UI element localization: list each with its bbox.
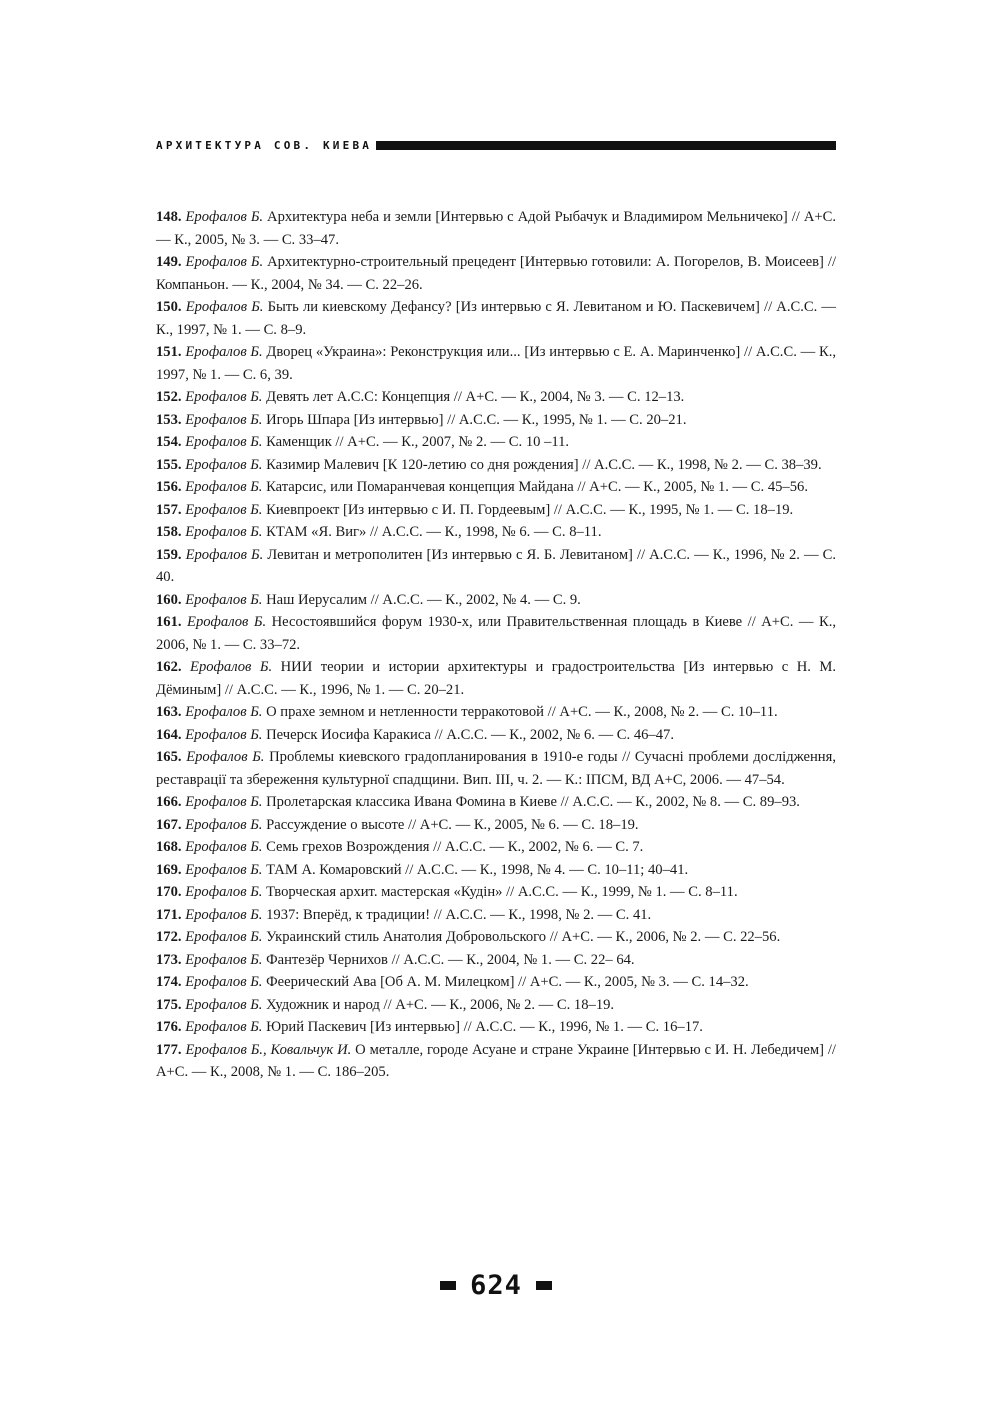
entry-text: Киевпроект [Из интервью с И. П. Гордеевым] // А.С.С. — К., 1995, № 1. — С. 18–19. — [262, 501, 794, 518]
entry-text: Казимир Малевич [К 120-летию со дня рождения] // А.С.С. — К., 1998, № 2. — С. 38–39. — [262, 456, 822, 473]
page-number: 624 — [470, 1270, 522, 1301]
entry-author: Ерофалов Б. — [185, 861, 263, 878]
entry-number: 153. — [156, 411, 182, 428]
running-header — [156, 139, 836, 151]
entry-number: 164. — [156, 726, 182, 743]
entry-author: Ерофалов Б. — [185, 546, 264, 563]
entry-text: Семь грехов Возрождения // А.С.С. — К., 2002, № 6. — С. 7. — [262, 839, 644, 855]
bibliography-entry — [156, 971, 836, 994]
bibliography-entry — [156, 611, 836, 656]
bibliography-entry — [156, 904, 836, 927]
bibliography-entry — [156, 386, 836, 409]
entry-number: 177. — [156, 1041, 182, 1058]
entry-text: О прахе земном и нетленности терракотовой // А+С. — К., 2008, № 2. — С. 10–11. — [262, 704, 778, 720]
bibliography-entry — [156, 296, 836, 341]
header-rule-bar — [376, 141, 836, 150]
entry-text: Феерический Ава [Об А. М. Милецком] // А+С. — К., 2005, № 3. — С. 14–32. — [262, 974, 749, 990]
entry-number: 154. — [156, 434, 182, 450]
entry-text: Наш Иерусалим // А.С.С. — К., 2002, № 4. — С. 9. — [262, 591, 581, 608]
entry-number: 161. — [156, 614, 182, 630]
entry-text: Художник и народ // А+С. — К., 2006, № 2. — С. 18–19. — [262, 996, 615, 1013]
entry-text: О металле, городе Асуане и стране Украине [Интервью с И. Н. Лебедичем] // А+С. — К., 2008, № 1. — С. 186–205. — [156, 1041, 836, 1080]
entry-author: Ерофалов Б. — [185, 929, 263, 945]
entry-number: 148. — [156, 209, 182, 225]
entry-number: 175. — [156, 996, 182, 1013]
entry-number: 150. — [156, 299, 182, 315]
bibliography-entry — [156, 454, 836, 477]
entry-text: Рассуждение о высоте // А+С. — К., 2005, № 6. — С. 18–19. — [262, 816, 639, 833]
entry-author: Ерофалов Б. — [185, 704, 263, 720]
bibliography-entry — [156, 1016, 836, 1039]
entry-author: Ерофалов Б. — [185, 501, 263, 518]
entry-author: Ерофалов Б. — [185, 974, 263, 990]
entry-author: Ерофалов Б. — [185, 209, 264, 225]
entry-number: 166. — [156, 794, 182, 810]
entry-author: Ерофалов Б. — [187, 614, 267, 630]
bibliography-entry — [156, 431, 836, 454]
bibliography-entry — [156, 994, 836, 1017]
bibliography-entry — [156, 859, 836, 882]
entry-author: Ерофалов Б. — [185, 479, 263, 495]
bibliography-entry — [156, 724, 836, 747]
entry-text: КТАМ «Я. Виг» // А.С.С. — К., 1998, № 6. — С. 8–11. — [262, 524, 602, 540]
entry-author: Ерофалов Б. — [185, 344, 263, 360]
bibliography-entry — [156, 206, 836, 251]
entry-text: Девять лет А.С.С: Концепция // А+С. — К., 2004, № 3. — С. 12–13. — [262, 389, 685, 405]
entry-number: 158. — [156, 524, 182, 540]
entry-author: Ерофалов Б. — [185, 299, 264, 315]
bibliography-entry — [156, 521, 836, 544]
bibliography-entry — [156, 949, 836, 972]
entry-author: Ерофалов Б. — [185, 884, 263, 900]
entry-author: Ерофалов Б. — [185, 524, 263, 540]
running-header-title: АРХИТЕКТУРА СОВ. КИЕВА — [156, 138, 373, 152]
entry-text: Архитектура неба и земли [Интервью с Адой Рыбачук и Владимиром Мельничеко] // А+С. — К., 2005, № 3. — С. 33–47. — [156, 209, 836, 248]
entry-number: 149. — [156, 254, 182, 270]
entry-author: Ерофалов Б. — [185, 456, 263, 473]
bibliography-entry — [156, 814, 836, 837]
entry-text: Игорь Шпара [Из интервью] // А.С.С. — К., 1995, № 1. — С. 20–21. — [262, 411, 687, 428]
entry-number: 172. — [156, 929, 182, 945]
bibliography-entry — [156, 589, 836, 612]
bibliography-entry — [156, 791, 836, 814]
entry-author: Ерофалов Б. — [185, 1019, 263, 1035]
entry-text: Быть ли киевскому Дефансу? [Из интервью с Я. Левитаном и Ю. Паскевичем] // А.С.С. — К., 1997, № 1. — С. 8–9. — [156, 299, 836, 338]
entry-number: 165. — [156, 749, 182, 765]
bibliography-entry — [156, 746, 836, 791]
entry-author: Ерофалов Б. — [185, 389, 263, 405]
bibliography-entry — [156, 341, 836, 386]
footer-square-left — [440, 1281, 456, 1290]
entry-number: 159. — [156, 546, 182, 563]
entry-author: Ерофалов Б., Ковальчук И. — [185, 1041, 352, 1058]
entry-text: Проблемы киевского градопланирования в 1910-е годы // Сучасні проблеми дослідження, реставрації та збереження культурної спадщини. Вип. III, ч. 2. — К.: ІПСМ, ВД А+С, 2006. — 47–54. — [156, 749, 836, 788]
entry-number: 156. — [156, 479, 182, 495]
entry-number: 163. — [156, 704, 182, 720]
entry-text: НИИ теории и истории архитектуры и градостроительства [Из интервью с Н. М. Дёминым] // А.С.С. — К., 1996, № 1. — С. 20–21. — [156, 659, 836, 698]
entry-author: Ерофалов Б. — [185, 411, 263, 428]
entry-author: Ерофалов Б. — [190, 659, 273, 675]
bibliography-entry — [156, 701, 836, 724]
entry-author: Ерофалов Б. — [185, 816, 263, 833]
entry-text: Украинский стиль Анатолия Добровольского // А+С. — К., 2006, № 2. — С. 22–56. — [262, 929, 781, 945]
footer-square-right — [536, 1281, 552, 1290]
entry-number: 174. — [156, 974, 182, 990]
entry-text: Творческая архит. мастерская «Кудін» // А.С.С. — К., 1999, № 1. — С. 8–11. — [262, 884, 738, 900]
entry-author: Ерофалов Б. — [185, 726, 263, 743]
entry-author: Ерофалов Б. — [185, 906, 263, 923]
entry-text: Дворец «Украина»: Реконструкция или... [Из интервью с Е. А. Маринченко] // А.С.С. — К., 1997, № 1. — С. 6, 39. — [156, 344, 836, 383]
entry-author: Ерофалов Б. — [185, 794, 263, 810]
entry-author: Ерофалов Б. — [185, 996, 263, 1013]
entry-text: Каменщик // А+С. — К., 2007, № 2. — С. 10 –11. — [262, 434, 570, 450]
entry-number: 151. — [156, 344, 182, 360]
entry-author: Ерофалов Б. — [185, 839, 263, 855]
entry-text: Архитектурно-строительный прецедент [Интервью готовили: А. Погорелов, В. Моисеев] // Компаньон. — К., 2004, № 34. — С. 22–26. — [156, 254, 836, 293]
entry-author: Ерофалов Б. — [186, 749, 265, 765]
bibliography-entry — [156, 544, 836, 589]
bibliography-entry — [156, 1039, 836, 1084]
entry-text: Катарсис, или Помаранчевая концепция Майдана // А+С. — К., 2005, № 1. — С. 45–56. — [262, 479, 808, 495]
entry-number: 176. — [156, 1019, 182, 1035]
entry-number: 160. — [156, 591, 182, 608]
entry-text: ТАМ А. Комаровский // А.С.С. — К., 1998, № 4. — С. 10–11; 40–41. — [262, 861, 689, 878]
entry-text: Пролетарская классика Ивана Фомина в Киеве // А.С.С. — К., 2002, № 8. — С. 89–93. — [262, 794, 800, 810]
bibliography-entry — [156, 251, 836, 296]
entry-text: 1937: Вперёд, к традиции! // А.С.С. — К., 1998, № 2. — С. 41. — [262, 906, 652, 923]
bibliography-entry — [156, 881, 836, 904]
bibliography-list — [156, 206, 836, 1084]
entry-number: 162. — [156, 659, 182, 675]
bibliography-entry — [156, 656, 836, 701]
entry-author: Ерофалов Б. — [185, 591, 263, 608]
entry-number: 171. — [156, 906, 182, 923]
bibliography-entry — [156, 409, 836, 432]
entry-number: 170. — [156, 884, 182, 900]
entry-text: Печерск Иосифа Каракиса // А.С.С. — К., 2002, № 6. — С. 46–47. — [262, 726, 674, 743]
bibliography-entry — [156, 476, 836, 499]
entry-author: Ерофалов Б. — [185, 951, 263, 968]
entry-text: Фантезёр Чернихов // А.С.С. — К., 2004, № 1. — С. 22– 64. — [262, 951, 635, 968]
entry-number: 152. — [156, 389, 182, 405]
entry-text: Юрий Паскевич [Из интервью] // А.С.С. — К., 1996, № 1. — С. 16–17. — [262, 1019, 703, 1035]
bibliography-entry — [156, 836, 836, 859]
bibliography-entry — [156, 499, 836, 522]
entry-number: 157. — [156, 501, 182, 518]
entry-number: 173. — [156, 951, 182, 968]
entry-text: Левитан и метрополитен [Из интервью с Я. Б. Левитаном] // А.С.С. — К., 1996, № 2. — С. 40. — [156, 546, 836, 585]
entry-author: Ерофалов Б. — [185, 434, 263, 450]
entry-number: 155. — [156, 456, 182, 473]
entry-author: Ерофалов Б. — [185, 254, 264, 270]
entry-text: Несостоявшийся форум 1930-х, или Правительственная площадь в Киеве // А+С. — К., 2006, № 1. — С. 33–72. — [156, 614, 836, 653]
entry-number: 168. — [156, 839, 182, 855]
entry-number: 167. — [156, 816, 182, 833]
bibliography-entry — [156, 926, 836, 949]
page-footer — [0, 1270, 992, 1301]
entry-number: 169. — [156, 861, 182, 878]
